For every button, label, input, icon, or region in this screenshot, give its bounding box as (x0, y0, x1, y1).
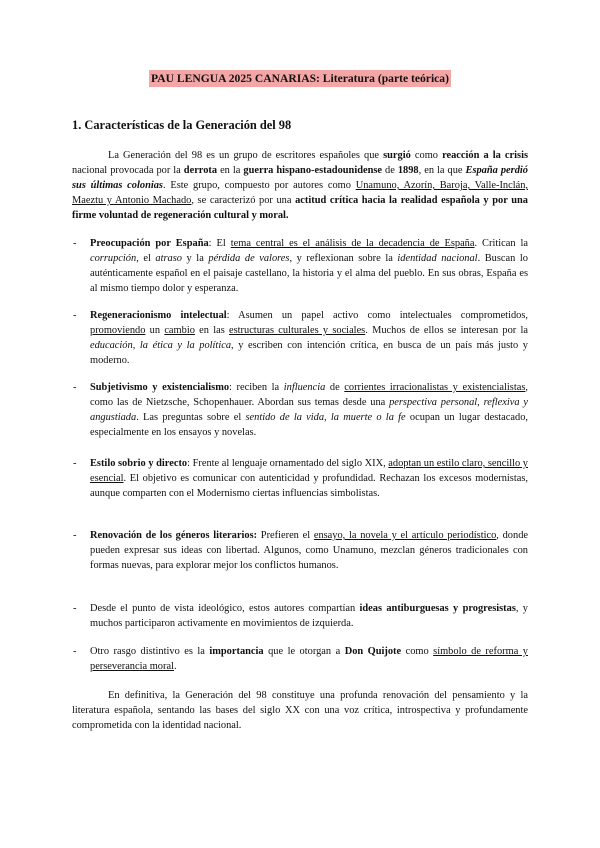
text-run: estructuras culturales y sociales (229, 325, 366, 336)
text-run: Unamuno, Azorín, Baroja, Valle-Inclán, Maeztu y Antonio Machado (72, 180, 528, 206)
list-item-subjetivismo (73, 380, 528, 440)
text-run: influencia (283, 382, 326, 393)
text-run: símbolo de reforma y perseverancia moral (90, 646, 528, 672)
text-run: derrota (183, 165, 218, 176)
text-run: Regeneracionismo intelectual (90, 310, 227, 321)
text-run: : Frente al lenguaje ornamentado del siglo XIX, (187, 458, 389, 469)
list-item-ideologia (73, 601, 528, 631)
text-run: . Critican la (474, 238, 528, 249)
list-item-renovacion (73, 528, 529, 573)
text-run: 1898 (397, 165, 419, 176)
text-run: cambio (164, 325, 195, 336)
text-run: Prefieren el (257, 530, 314, 541)
text-run: promoviendo (90, 325, 146, 336)
text-run: perspectiva personal, reflexiva y angustiada (90, 397, 528, 423)
bullet-dash: - (73, 603, 77, 614)
text-run: atraso (155, 253, 182, 264)
text-run: en la (217, 165, 244, 176)
text-run: Desde el punto de vista ideológico, estos autores compartían (90, 603, 360, 614)
text-run: surgió (383, 150, 411, 161)
text-run: pérdida de valores (208, 253, 290, 264)
text-run: Don Quijote (344, 646, 402, 657)
text-run: sentido de la vida, la muerte o la fe (245, 412, 406, 423)
list-item-quijote (73, 644, 528, 674)
bullet-dash: - (73, 458, 77, 469)
text-run: . El objetivo es comunicar con autenticidad y profundidad. Rechazan los excesos modernistas, aunque comparten con el Modernismo ciertas influencias simbolistas. (90, 473, 528, 499)
text-run: Estilo sobrio y directo (90, 458, 188, 469)
text-run: , en la que (418, 165, 466, 176)
text-run: . Muchos de ellos se interesan por la (365, 325, 528, 336)
text-run: España perdió sus últimas colonias (72, 165, 528, 191)
text-run: actitud crítica hacia la realidad española y por una firme voluntad de regeneración cultural y moral. (72, 195, 528, 221)
text-run: . (173, 661, 177, 672)
text-run: Subjetivismo y existencialismo (90, 382, 230, 393)
conclusion-paragraph: En definitiva, la Generación del 98 constituye una profunda renovación del pensamiento y la literatura española, sentando las bases del siglo XX con una voz crítica, introspectiva y profundamente comprometida con la identidad nacional. (72, 690, 528, 731)
text-run: un (145, 325, 165, 336)
text-run: . Las preguntas sobre el (136, 412, 246, 423)
text-run: ensayo, la novela y el artículo periodístico (313, 530, 497, 541)
text-run: , y muchos participaron activamente en movimientos de izquierda. (90, 603, 528, 629)
text-run: Renovación de los géneros literarios: (90, 530, 258, 541)
text-run: y la (181, 253, 209, 264)
bullet-dash: - (73, 646, 77, 657)
text-run: de (325, 382, 345, 393)
bullet-dash: - (73, 530, 77, 541)
text-run: Otro rasgo distintivo es la (90, 646, 210, 657)
section-heading: 1. Características de la Generación del 98 (72, 118, 292, 132)
text-run: en las (194, 325, 229, 336)
text-run: corrupción (90, 253, 137, 264)
bullet-dash: - (73, 238, 77, 249)
text-run: corrientes irracionalistas y existencialistas (344, 382, 526, 393)
text-run: que le otorgan a (263, 646, 345, 657)
text-run: Preocupación por España (90, 238, 209, 249)
text-run: adoptan un estilo claro, sencillo y esencial (90, 458, 528, 484)
text-run: , se caracterizó por una (191, 195, 296, 206)
list-item-regeneracionismo (73, 308, 528, 368)
text-run: : El (208, 238, 231, 249)
text-run: identidad nacional (397, 253, 478, 264)
text-run: : reciben la (229, 382, 284, 393)
text-run: importancia (209, 646, 264, 657)
text-run: reacción a la crisis (442, 150, 528, 161)
text-run: La Generación del 98 es un grupo de escritores españoles que (108, 150, 384, 161)
text-run: , el (136, 253, 156, 264)
text-run: . Buscan lo auténticamente español en el paisaje castellano, la historia y el alma del pueblo. En sus obras, España es al mismo tiempo dolor y esperanza. (90, 253, 528, 294)
intro-paragraph (72, 148, 528, 223)
text-run: ideas antiburguesas y progresistas (359, 603, 516, 614)
list-item-preocupacion (73, 236, 528, 296)
text-run: , y escriben con intención crítica, en busca de un país más justo y moderno. (90, 340, 528, 366)
text-run: como (401, 646, 434, 657)
text-run: de (382, 165, 398, 176)
bullet-dash: - (73, 382, 77, 393)
text-run: nacional provocada por la (72, 165, 184, 176)
bullet-dash: - (73, 310, 77, 321)
text-run: ocupan un lugar destacado, especialmente en los ensayos y novelas. (90, 412, 528, 438)
text-run: . Este grupo, compuesto por autores como (162, 180, 356, 191)
text-run: tema central es el análisis de la decadencia de España (230, 238, 475, 249)
document-title: PAU LENGUA 2025 CANARIAS: Literatura (parte teórica) (151, 72, 449, 85)
text-run: guerra hispano-estadounidense (243, 165, 383, 176)
text-run: , donde pueden expresar sus ideas con libertad. Algunos, como Unamuno, mezclan géneros tradicionales con formas nuevas, para explorar mejor los conflictos humanos. (90, 530, 529, 571)
text-run: como (410, 150, 443, 161)
title-container (0, 70, 600, 87)
text-run: , como las de Nietzsche, Schopenhauer. Abordan sus temas desde una (90, 382, 528, 408)
text-run: : Asumen un papel activo como intelectuales comprometidos, (226, 310, 528, 321)
list-item-estilo (73, 456, 528, 501)
text-run: , y reflexionan sobre la (289, 253, 398, 264)
text-run: educación, la ética y la política (90, 340, 232, 351)
